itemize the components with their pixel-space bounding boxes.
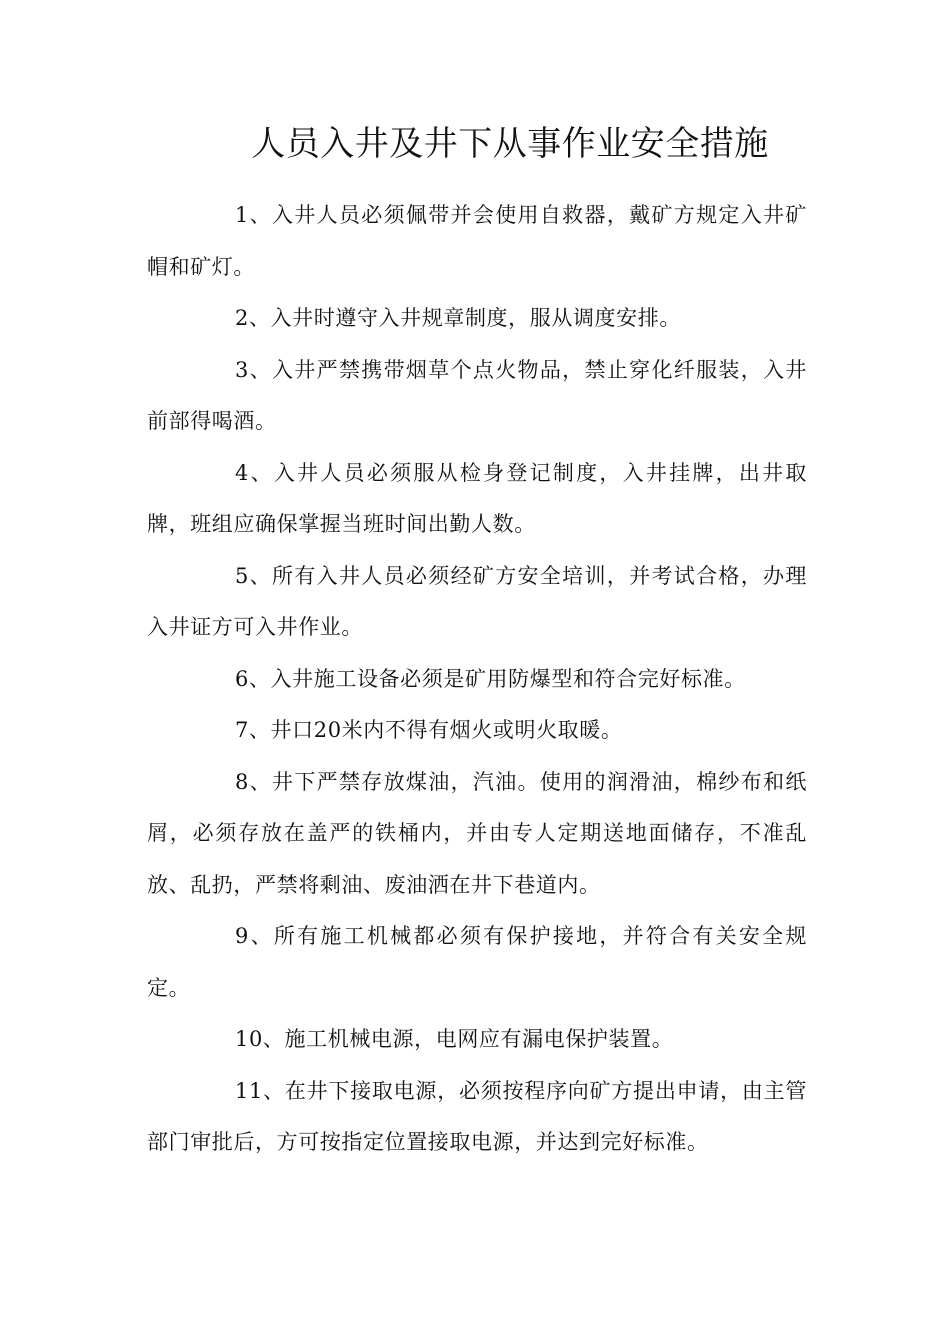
paragraph-11: 11、在井下接取电源，必须按程序向矿方提出申请，由主管部门审批后，方可按指定位置接取电源，并达到完好标准。 [147, 1078, 807, 1154]
paragraph-5: 5、所有入井人员必须经矿方安全培训，并考试合格，办理入井证方可入井作业。 [147, 563, 807, 639]
paragraph-9: 9、所有施工机械都必须有保护接地，并符合有关安全规定。 [147, 924, 807, 1000]
paragraph-7: 7、井口20米内不得有烟火或明火取暖。 [235, 718, 623, 742]
paragraph-3: 3、入井严禁携带烟草个点火物品，禁止穿化纤服装，入井前部得喝酒。 [147, 357, 807, 433]
paragraph-1: 1、入井人员必须佩带并会使用自救器，戴矿方规定入井矿帽和矿灯。 [147, 203, 807, 279]
document-body [147, 190, 807, 1169]
paragraph-8: 8、井下严禁存放煤油，汽油。使用的润滑油，棉纱布和纸屑，必须存放在盖严的铁桶内，并由专人定期送地面储存，不准乱放、乱扔，严禁将剩油、废油洒在井下巷道内。 [147, 769, 807, 897]
document-title: 人员入井及井下从事作业安全措施 [251, 124, 769, 164]
paragraph-6: 6、入井施工设备必须是矿用防爆型和符合完好标准。 [235, 666, 746, 691]
paragraph-4: 4、入井人员必须服从检身登记制度，入井挂牌，出井取牌，班组应确保掌握当班时间出勤人数。 [147, 460, 807, 536]
paragraph-2: 2、入井时遵守入井规章制度，服从调度安排。 [235, 306, 681, 330]
paragraph-10: 10、施工机械电源，电网应有漏电保护装置。 [235, 1027, 674, 1051]
